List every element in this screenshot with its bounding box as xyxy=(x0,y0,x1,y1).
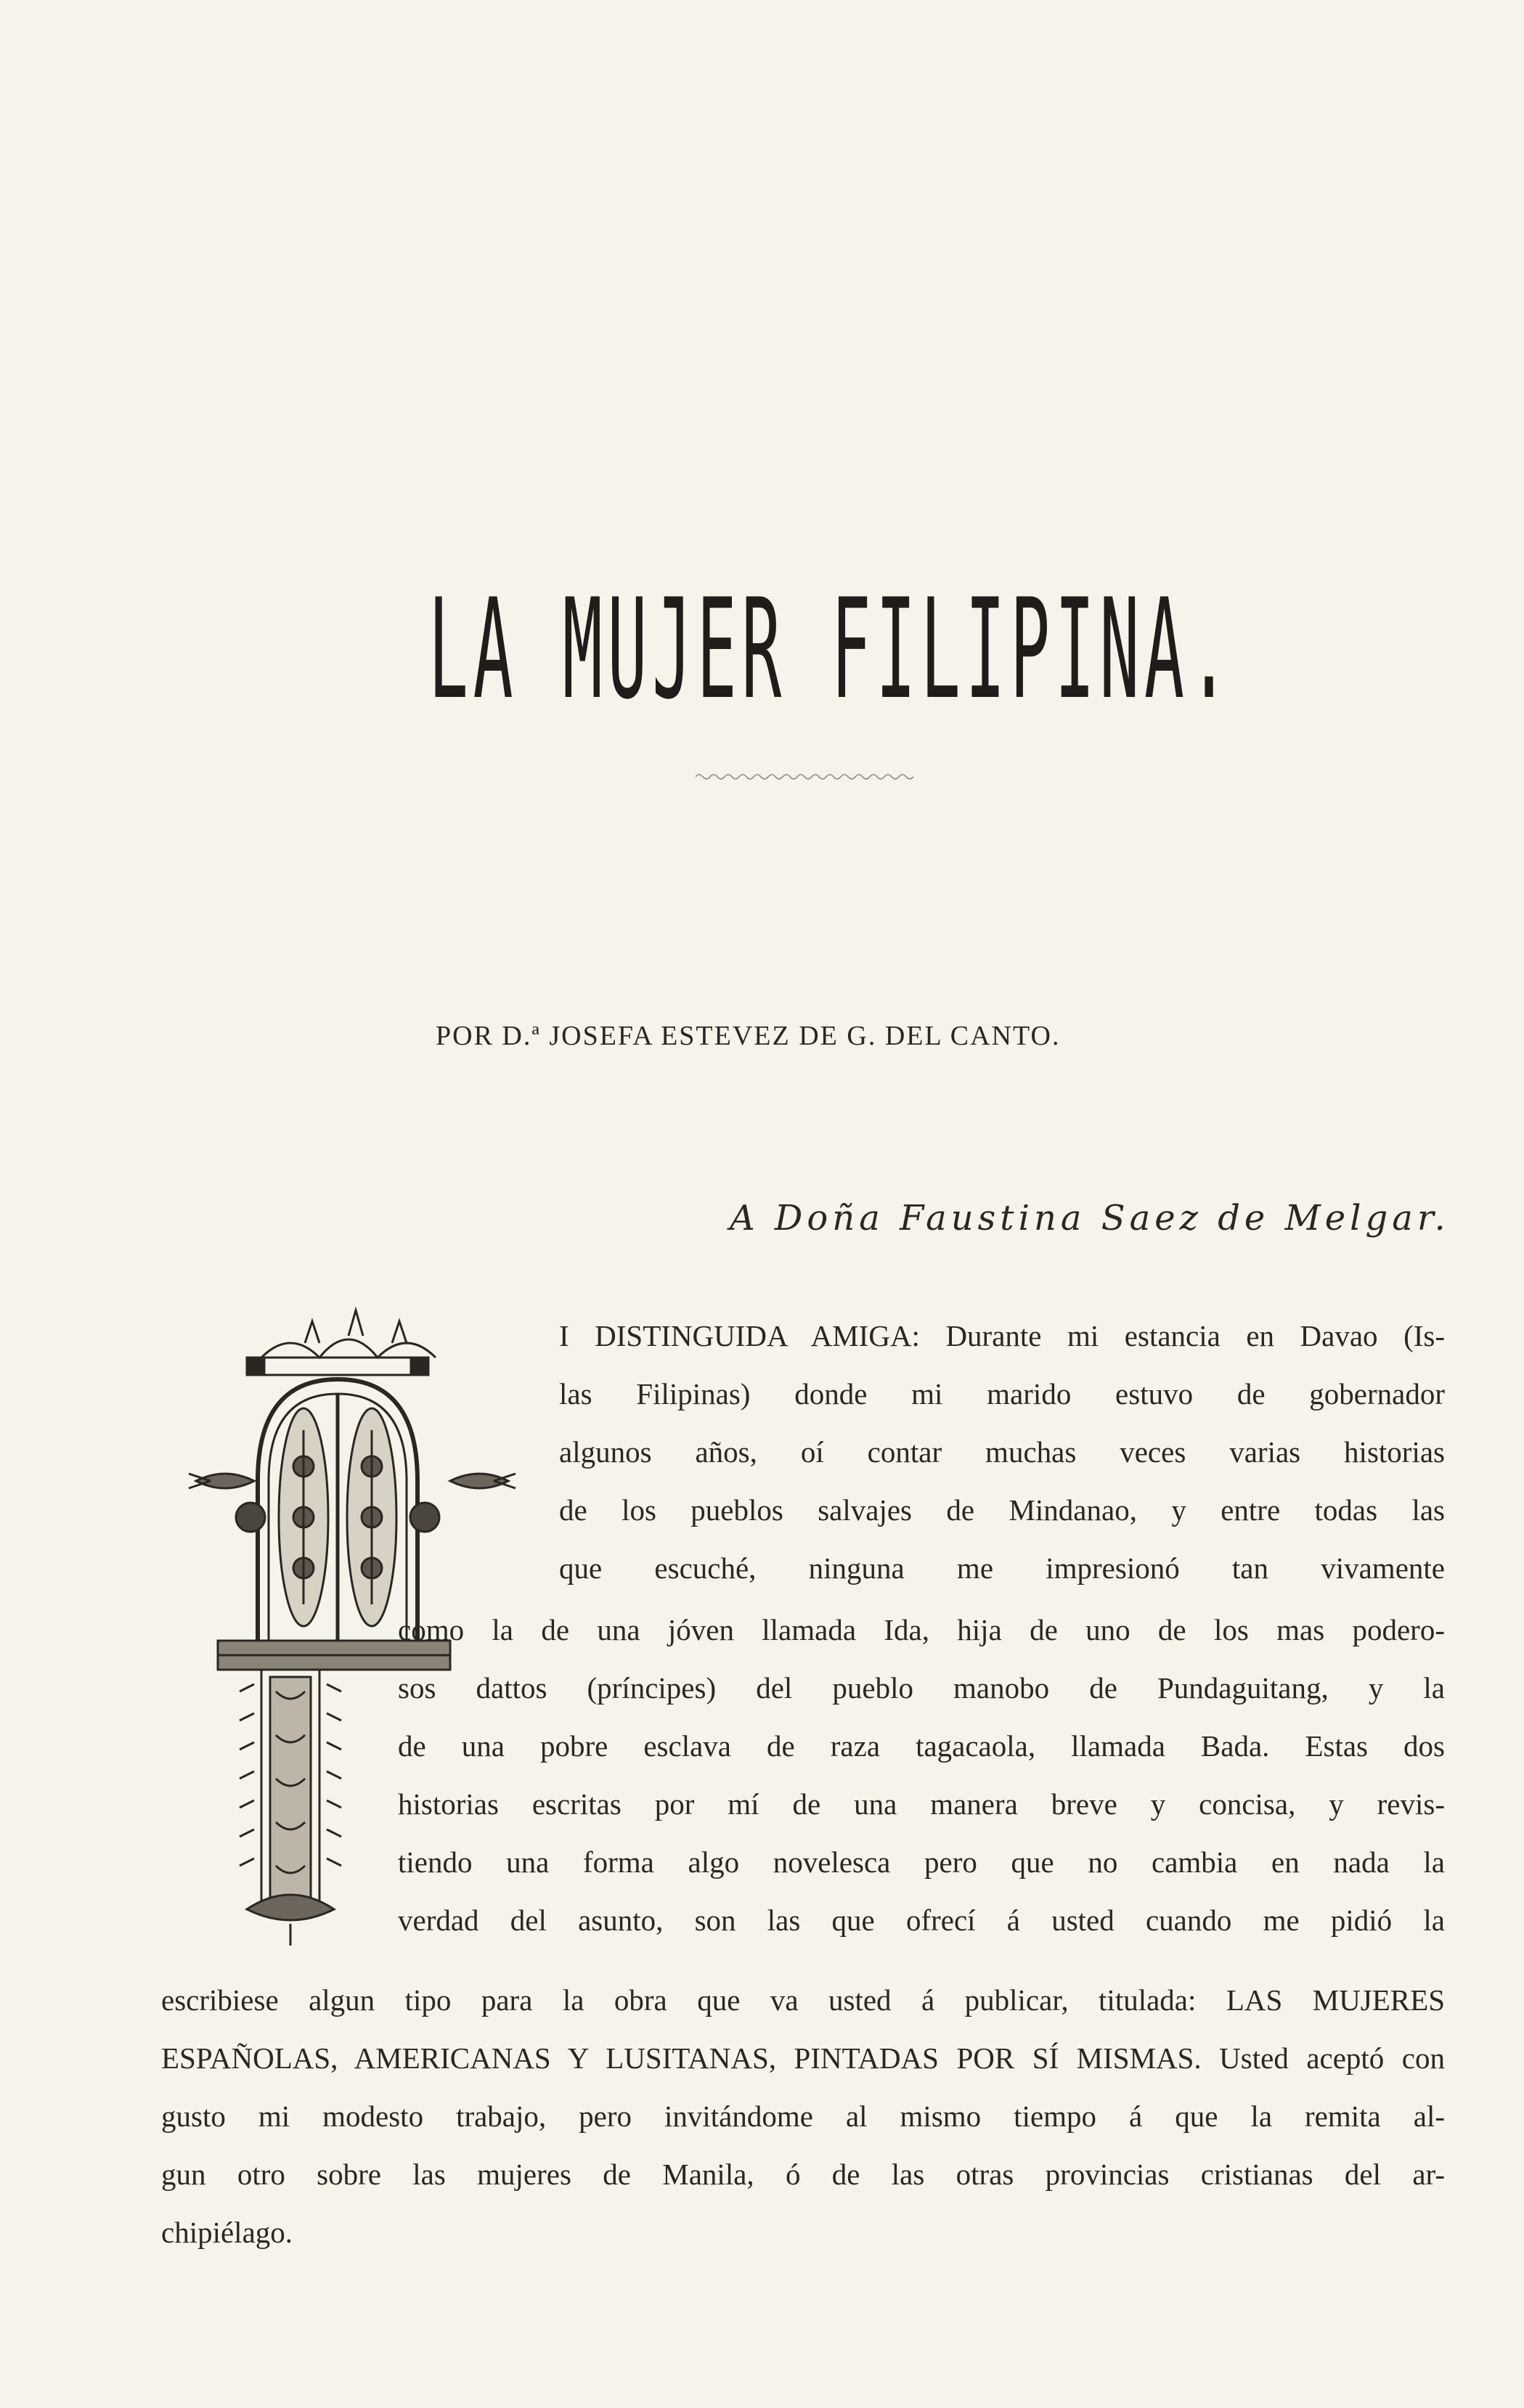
text-line: gusto mi modesto trabajo, pero invitándome al mismo tiempo á que la remita al- xyxy=(161,2099,1445,2133)
text-line: ESPAÑOLAS, AMERICANAS Y LUSITANAS, PINTADAS POR SÍ MISMAS. Usted aceptó con xyxy=(161,2041,1445,2075)
text-line: historias escritas por mí de una manera breve y concisa, y revis- xyxy=(398,1787,1445,1821)
text-line: escribiese algun tipo para la obra que va usted á publicar, titulada: LAS MUJERES xyxy=(161,1983,1445,2017)
text-line: I DISTINGUIDA AMIGA: Durante mi estancia en Davao (Is- xyxy=(559,1319,1445,1352)
text-line: como la de una jóven llamada Ida, hija de uno de los mas podero- xyxy=(398,1613,1445,1646)
text-line: gun otro sobre las mujeres de Manila, ó de las otras provincias cristianas del ar- xyxy=(161,2158,1445,2191)
page-title: LA MUJER FILIPINA. xyxy=(428,569,1234,730)
author-byline: POR D.ª JOSEFA ESTEVEZ DE G. DEL CANTO. xyxy=(436,1021,1061,1051)
text-line: verdad del asunto, son las que ofrecí á usted cuando me pidió la xyxy=(398,1903,1445,1937)
paragraph-beside-initial xyxy=(559,1307,1445,1597)
text-line: que escuché, ninguna me impresionó tan vivamente xyxy=(559,1551,1445,1585)
text-line: chipiélago. xyxy=(161,2216,293,2249)
paragraph-full-width xyxy=(161,1971,1445,2261)
text-line: de los pueblos salvajes de Mindanao, y entre todas las xyxy=(559,1493,1445,1527)
paragraph-beside-stem xyxy=(398,1601,1445,1949)
text-line: de una pobre esclava de raza tagacaola, llamada Bada. Estas dos xyxy=(398,1729,1445,1763)
text-line: las Filipinas) donde mi marido estuvo de gobernador xyxy=(559,1377,1445,1411)
text-line: sos dattos (príncipes) del pueblo manobo de Pundaguitang, y la xyxy=(398,1671,1445,1705)
text-line: tiendo una forma algo novelesca pero que no cambia en nada la xyxy=(398,1845,1445,1879)
dedication-line: A Doña Faustina Saez de Melgar. xyxy=(730,1198,1450,1238)
text-line: algunos años, oí contar muchas veces varias historias xyxy=(559,1435,1445,1469)
title-ornament-rule xyxy=(696,770,913,784)
